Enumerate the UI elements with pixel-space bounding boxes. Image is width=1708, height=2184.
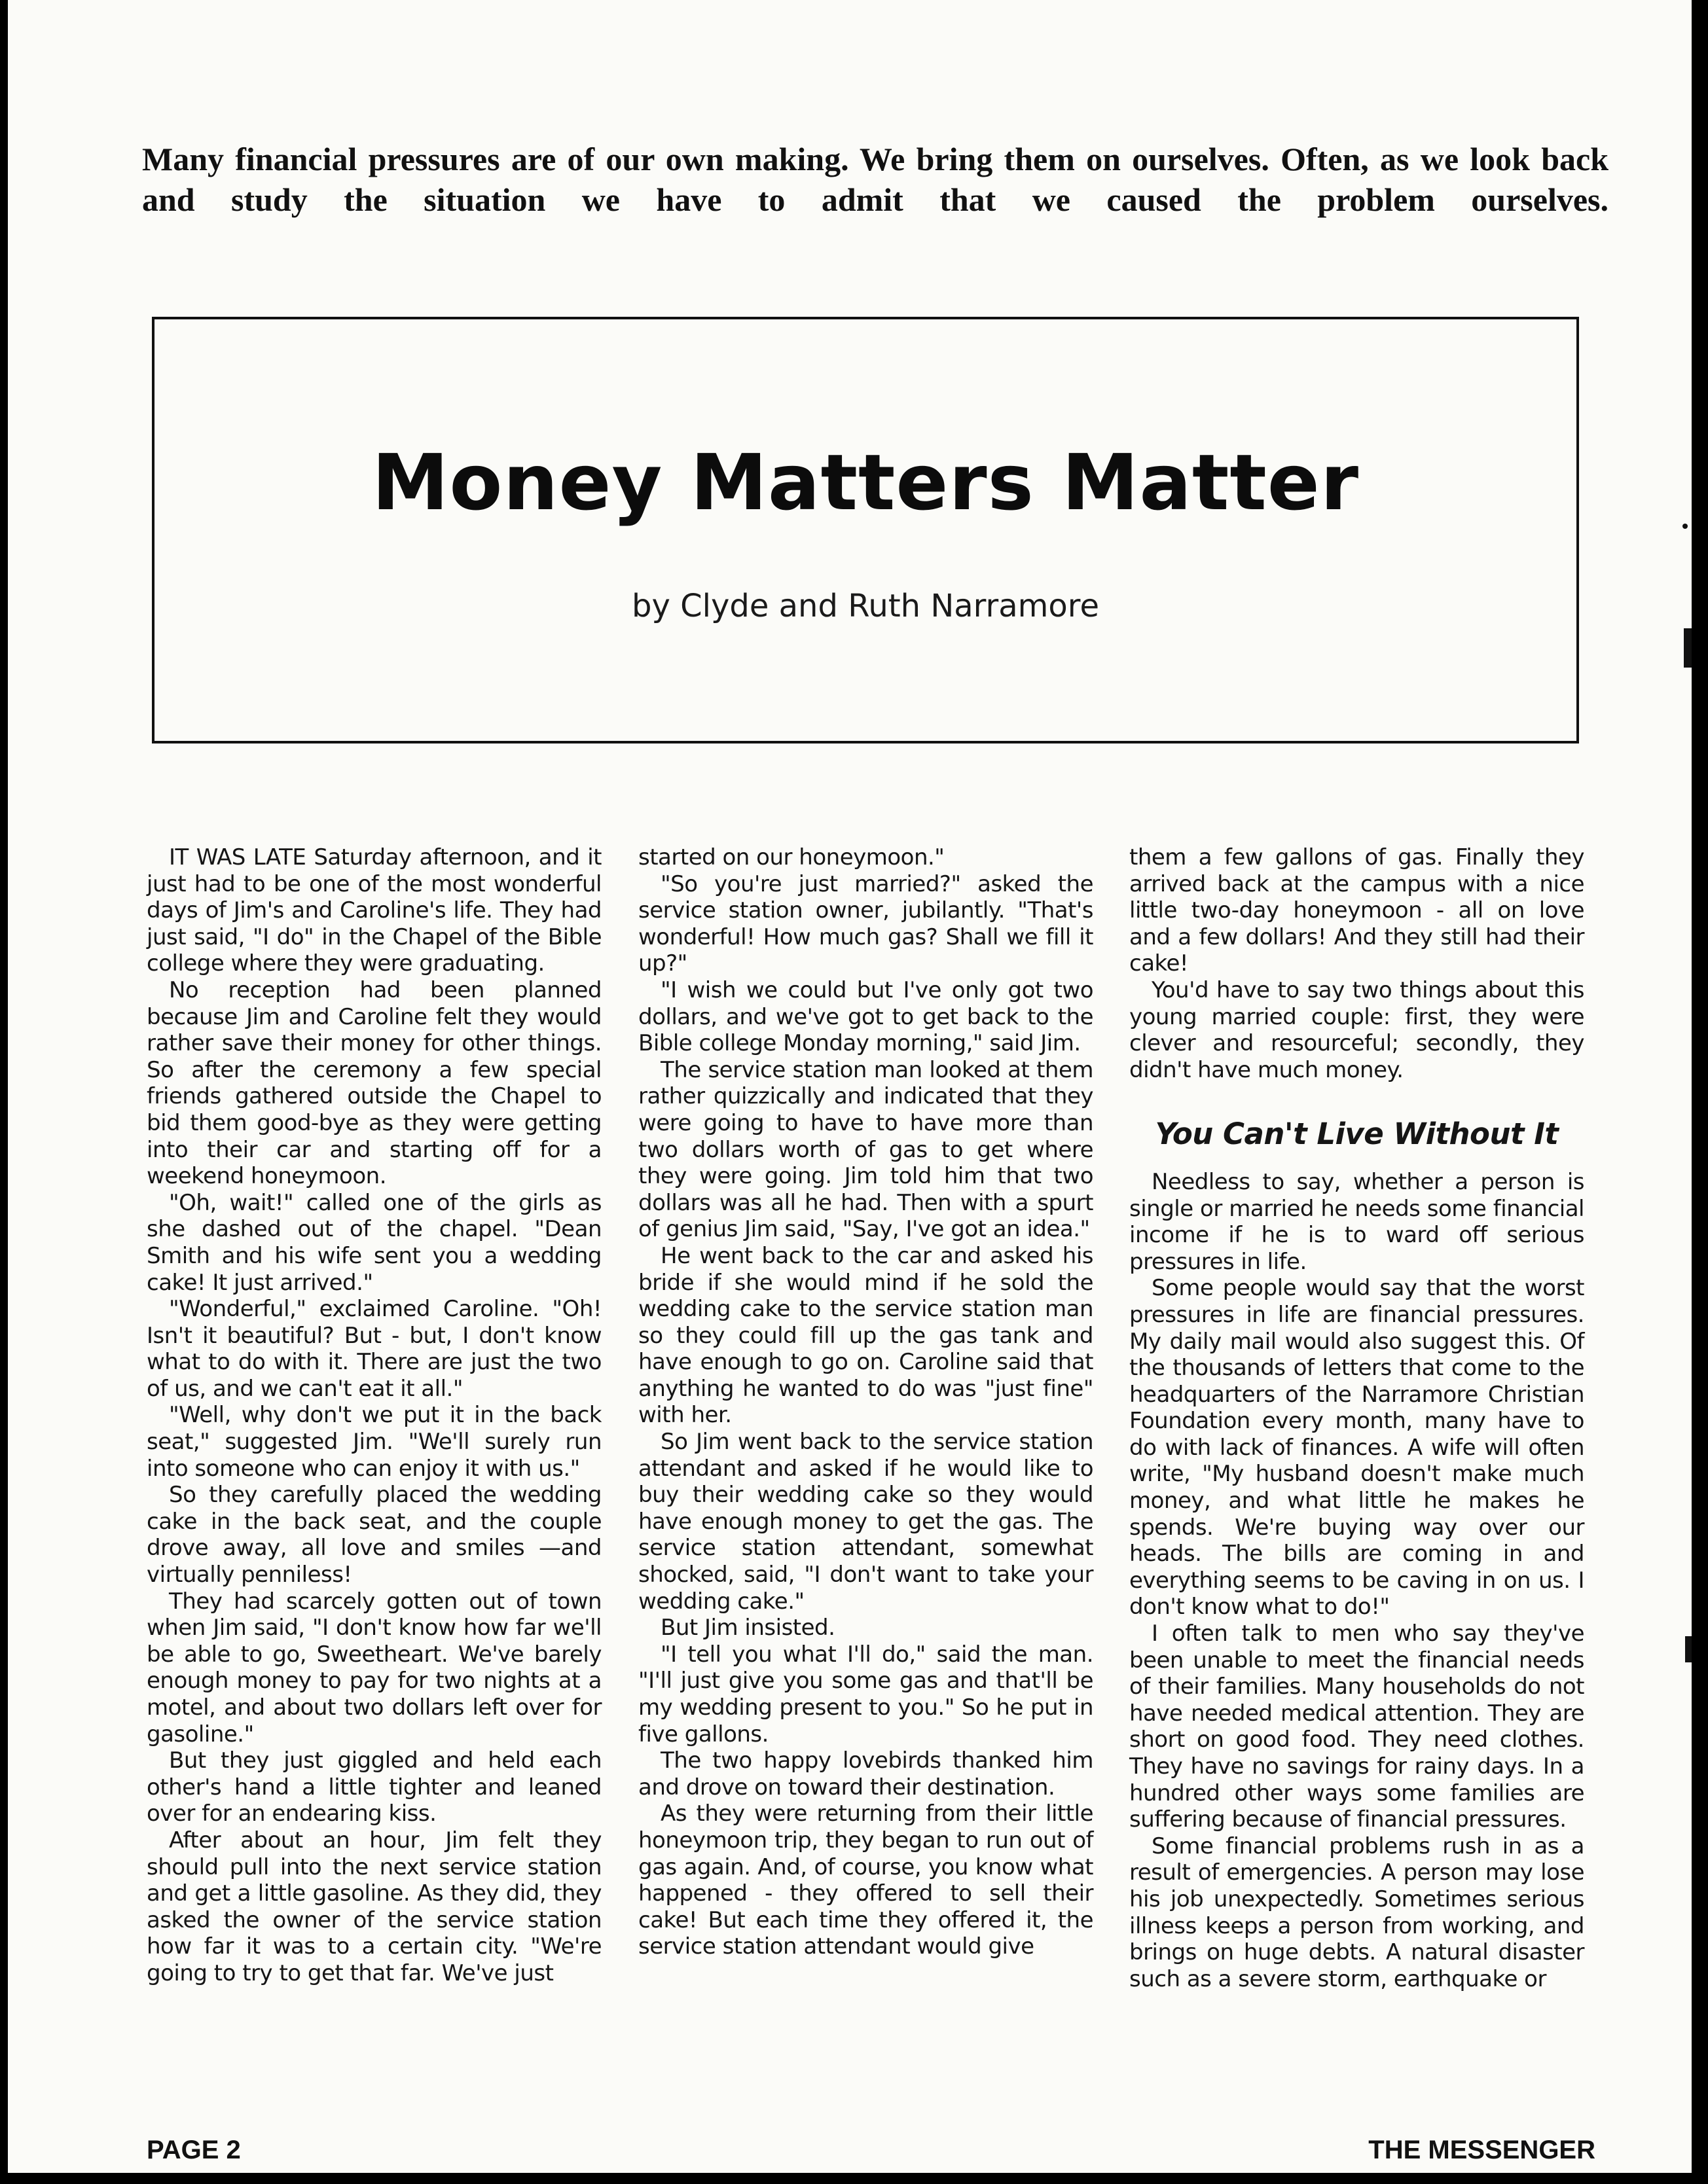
binding-mark xyxy=(1684,628,1692,668)
paragraph: The two happy lovebirds thanked him and drove on toward their destination. xyxy=(638,1747,1093,1800)
column-2 xyxy=(638,844,1093,1960)
page-number: PAGE 2 xyxy=(147,2136,241,2164)
paragraph: Some financial problems rush in as a result of emergencies. A person may lose his job unexpectedly. Sometimes serious illness keeps a person from working, and brings on huge debts. A natural disaster such as a severe storm, earthquake or xyxy=(1129,1833,1584,1992)
section-subhead: You Can't Live Without It xyxy=(1155,1117,1559,1152)
paragraph: So Jim went back to the service station attendant and asked if he would like to buy their wedding cake so they would have enough money to get the gas. The service station attendant, somewhat shocked, said, "I don't want to take your wedding cake." xyxy=(638,1429,1093,1615)
paragraph: As they were returning from their little honeymoon trip, they began to run out of gas again. And, of course, you know what happened - they offered to sell their cake! But each time they offered it, the service station attendant would give xyxy=(638,1800,1093,1960)
paragraph: IT WAS LATE Saturday afternoon, and it just had to be one of the most wonderful days of Jim's and Caroline's life. They had just said, "I do" in the Chapel of the Bible college where they were graduating. xyxy=(147,844,602,977)
paragraph: "I tell you what I'll do," said the man. "I'll just give you some gas and that'll be my wedding present to you." So he put in five gallons. xyxy=(638,1641,1093,1747)
article-title: Money Matters Matter xyxy=(371,437,1360,528)
paragraph: After about an hour, Jim felt they should pull into the next service station and get a little gasoline. As they did, they asked the owner of the service station how far it was to a certain city. "We're going to try to get that far. We've just xyxy=(147,1827,602,1986)
paragraph: Some people would say that the worst pressures in life are financial pressures. My daily mail would also suggest this. Of the thousands of letters that come to the headquarters of the Narramore Christian Foundation every month, many have to do with lack of finances. A wife will often write, "My husband doesn't make much money, and what little he makes he spends. We're buying way over our heads. The bills are coming in and everything seems to be caving in on us. I don't know what to do!" xyxy=(1129,1275,1584,1620)
column-3 xyxy=(1129,844,1584,1992)
paragraph: "Oh, wait!" called one of the girls as she dashed out of the chapel. "Dean Smith and his wife sent you a wedding cake! It just arrived." xyxy=(147,1189,602,1296)
binding-mark xyxy=(1685,1636,1692,1662)
binding-mark xyxy=(1682,524,1688,529)
paragraph: The service station man looked at them rather quizzically and indicated that they were going to have to have more than two dollars worth of gas to get where they were going. Jim told him that two dollars was all he had. Then with a spurt of genius Jim said, "Say, I've got an idea." xyxy=(638,1056,1093,1243)
paragraph: I often talk to men who say they've been unable to meet the financial needs of their families. Many households do not have needed medical attention. They are short on good food. They need clothes. They have no savings for rainy days. In a hundred other ways some families are suffering because of financial pressures. xyxy=(1129,1620,1584,1833)
article-byline: by Clyde and Ruth Narramore xyxy=(631,588,1100,624)
paragraph: So they carefully placed the wedding cake in the back seat, and the couple drove away, all love and smiles —and virtually penniless! xyxy=(147,1482,602,1588)
paragraph: He went back to the car and asked his bride if she would mind if he sold the wedding cake to the service station man so they could fill up the gas tank and have enough to go on. Caroline said that anything he wanted to do was "just fine" with her. xyxy=(638,1242,1093,1429)
publication-name: THE MESSENGER xyxy=(1368,2136,1595,2164)
paragraph: They had scarcely gotten out of town when Jim said, "I don't know how far we'll be able to go, Sweetheart. We've barely enough money to pay for two nights at a motel, and about two dollars left over for gasoline." xyxy=(147,1588,602,1747)
paragraph: But they just giggled and held each other's hand a little tighter and leaned over for an endearing kiss. xyxy=(147,1747,602,1827)
paragraph: them a few gallons of gas. Finally they arrived back at the campus with a nice little two-day honeymoon - all on love and a few dollars! And they still had their cake! xyxy=(1129,844,1584,977)
paragraph: Needless to say, whether a person is single or married he needs some financial income if he is to ward off serious pressures in life. xyxy=(1129,1168,1584,1275)
magazine-page xyxy=(8,0,1692,2173)
title-box xyxy=(152,317,1579,743)
paragraph: "Well, why don't we put it in the back seat," suggested Jim. "We'll surely run into someone who can enjoy it with us." xyxy=(147,1402,602,1482)
intro-paragraph: Many financial pressures are of our own making. We bring them on ourselves. Often, as we look back and study the situation we have to admit that we caused the problem ourselves. xyxy=(142,141,1608,218)
paragraph: "So you're just married?" asked the service station owner, jubilantly. "That's wonderful! How much gas? Shall we fill it up?" xyxy=(638,870,1093,977)
paragraph: "Wonderful," exclaimed Caroline. "Oh! Isn't it beautiful? But - but, I don't know what to do with it. There are just the two of us, and we can't eat it all." xyxy=(147,1296,602,1402)
paragraph: But Jim insisted. xyxy=(661,1615,835,1641)
column-1 xyxy=(147,844,602,1987)
paragraph: "I wish we could but I've only got two dollars, and we've got to get back to the Bible college Monday morning," said Jim. xyxy=(638,976,1093,1057)
paragraph: No reception had been planned because Jim and Caroline felt they would rather save their money for other things. So after the ceremony a few special friends gathered outside the Chapel to bid them good-bye as they were getting into their car and starting off for a weekend honeymoon. xyxy=(147,976,602,1190)
paragraph: You'd have to say two things about this young married couple: first, they were clever and resourceful; secondly, they didn't have much money. xyxy=(1129,976,1584,1083)
paragraph: started on our honeymoon." xyxy=(638,844,945,870)
